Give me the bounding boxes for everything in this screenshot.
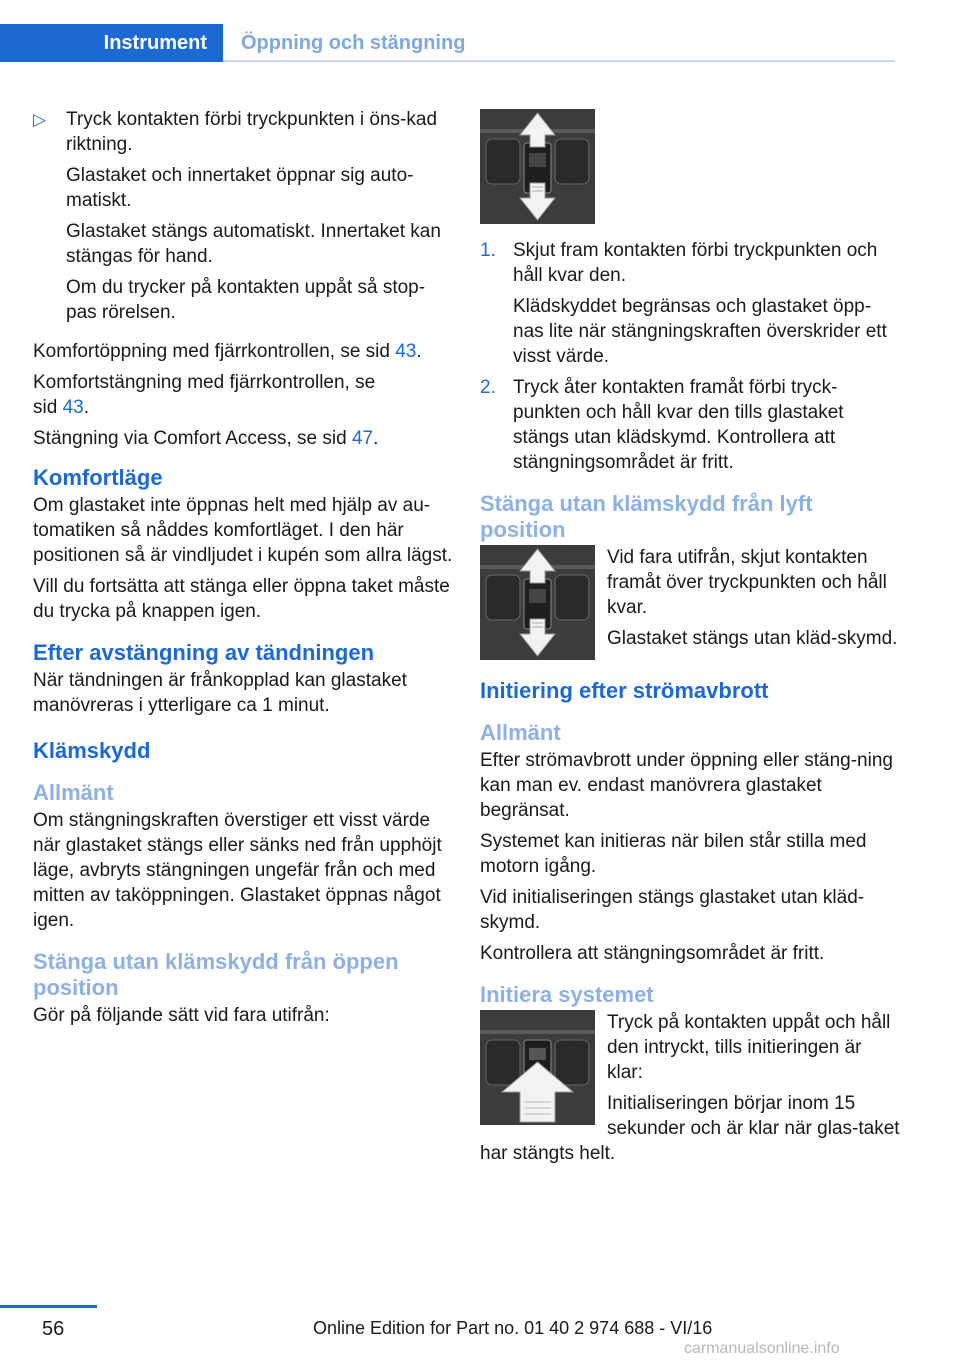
subheading-stanga-oppen: Stänga utan klämskydd från öppen position: [33, 949, 399, 1000]
body-text: Vid initialiseringen stängs glastaket utan kläd‐skymd.: [480, 887, 865, 933]
reference-end: .: [373, 428, 379, 449]
body-text: Systemet kan initieras när bilen står stilla med motorn igång.: [480, 831, 867, 877]
reference-text: Komfortöppning med fjärrkontrollen, se sid: [33, 341, 396, 362]
body-text: Vill du fortsätta att stänga eller öppna taket måste du trycka på knappen igen.: [33, 576, 450, 622]
triangle-bullet-icon: ▷: [33, 110, 47, 129]
step-text: Klädskyddet begränsas och glastaket öpp‐nas lite när stängningskraften överskrider ett visst värde.: [513, 296, 887, 367]
subheading-allmant: Allmänt: [33, 780, 114, 805]
chapter-header: [0, 24, 895, 62]
chapter-tab-instrument[interactable]: Instrument: [0, 24, 223, 62]
roof-switch-forward-image: [480, 109, 595, 224]
watermark: carmanualsonline.info: [684, 1340, 840, 1357]
body-text: När tändningen är frånkopplad kan glastaket manövreras i ytterligare ca 1 minut.: [33, 670, 407, 716]
step-text: Skjut fram kontakten förbi tryckpunkten och håll kvar den.: [513, 240, 878, 286]
subheading-stanga-lyft: Stänga utan klämskydd från lyft position: [480, 491, 813, 542]
bullet-text: Glastaket och innertaket öppnar sig auto‐matiskt.: [66, 165, 414, 211]
heading-komfortlage: Komfortläge: [33, 465, 163, 490]
bullet-text: Tryck kontakten förbi tryckpunkten i öns‐kad riktning.: [66, 109, 438, 155]
edition-text: Online Edition for Part no. 01 40 2 974 688 - VI/16: [313, 1318, 713, 1338]
body-text: Efter strömavbrott under öppning eller stäng‐ning kan man ev. endast manövrera glastaket begränsat.: [480, 750, 893, 821]
reference-text: Stängning via Comfort Access, se sid: [33, 428, 352, 449]
page-link-43[interactable]: 43: [395, 341, 417, 362]
section-tab-opening[interactable]: Öppning och stängning: [241, 31, 466, 54]
reference-end: .: [416, 341, 422, 362]
heading-initiering: Initiering efter strömavbrott: [480, 678, 769, 703]
right-column: [480, 109, 900, 1172]
heading-efter-avstangning: Efter avstängning av tändningen: [33, 640, 375, 665]
body-text: Vid fara utifrån, skjut kontakten framåt över tryckpunkten och håll kvar.: [607, 547, 887, 618]
step-text: Tryck åter kontakten framåt förbi tryck‐punkten och håll kvar den tills glastaket stängs utan klädskymd. Kontrollera att stängningsområdet är fritt.: [513, 377, 844, 473]
bullet-item: [33, 107, 453, 325]
reference-paragraph: [33, 339, 453, 364]
roof-switch-up-image: [480, 1010, 595, 1125]
body-text: Initialiseringen börjar inom 15 sekunder och är klar när glas‐taket har stängts helt.: [480, 1093, 900, 1164]
page-number: 56: [42, 1318, 65, 1340]
body-text: Gör på följande sätt vid fara utifrån:: [33, 1005, 330, 1026]
reference-text: Komfortstängning med fjärrkontrollen, se sid: [33, 372, 376, 418]
bullet-text: Om du trycker på kontakten uppåt så stop‐pas rörelsen.: [66, 277, 426, 323]
body-text: Om stängningskraften överstiger ett visst värde när glastaket stängs eller sänks ned från upphöjt läge, avbryts stängningen ungefär från och med mitten av taköppningen. Glastaket öppnas något igen.: [33, 810, 442, 931]
subheading-allmant: Allmänt: [480, 720, 561, 745]
header-divider: [223, 60, 895, 62]
body-text: Om glastaket inte öppnas helt med hjälp av au‐tomatiken så nåddes komfortläget. I den här positionen så är vindljudet i kupén som allra lägst.: [33, 495, 453, 566]
body-text: Kontrollera att stängningsområdet är fritt.: [480, 943, 825, 964]
reference-paragraph: [33, 426, 453, 451]
body-text: Tryck på kontakten uppåt och håll den intryckt, tills initieringen är klar:: [607, 1012, 891, 1083]
roof-switch-forward-image: [480, 545, 595, 660]
left-column: [33, 107, 453, 1034]
step-number: 1.: [480, 240, 496, 261]
bullet-text: Glastaket stängs automatiskt. Innertaket kan stängas för hand.: [66, 221, 441, 267]
step-item: [480, 375, 900, 475]
footer-divider: [0, 1305, 97, 1308]
subheading-initiera-systemet: Initiera systemet: [480, 982, 654, 1007]
page-link-47[interactable]: 47: [351, 428, 374, 449]
reference-paragraph: [33, 370, 403, 420]
page-link-43[interactable]: 43: [62, 397, 84, 418]
reference-end: .: [83, 397, 89, 418]
heading-klamskydd: Klämskydd: [33, 738, 151, 763]
step-item: [480, 238, 900, 369]
body-text: Glastaket stängs utan kläd‐skymd.: [607, 628, 898, 649]
step-number: 2.: [480, 377, 496, 398]
